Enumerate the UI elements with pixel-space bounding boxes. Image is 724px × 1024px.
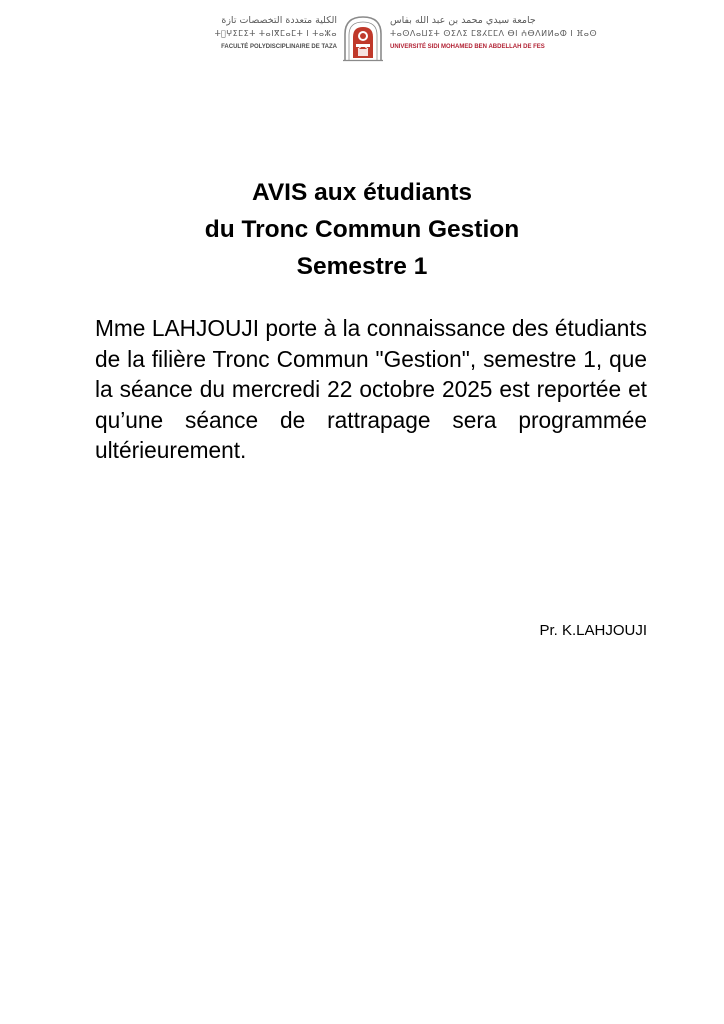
title-line-1: AVIS aux étudiants — [251, 179, 473, 206]
title-line-3: Semestre 1 — [296, 253, 428, 280]
university-emblem-icon — [341, 14, 385, 62]
university-name-tifinagh: ⵜⴰⵙⴷⴰⵡⵉⵜ ⵙⵉⴷⵉ ⵎⵓⵃⵎⵎⴷ ⴱⵏ ⵄⴱⴷⵍⵍⴰⵀ ⵏ ⴼⴰⵙ — [390, 29, 598, 38]
faculty-name-arabic: الكلية متعددة التخصصات تازة — [221, 15, 337, 26]
title-line-2: du Tronc Commun Gestion — [204, 216, 520, 243]
faculty-name-french: FACULTÉ POLYDISCIPLINAIRE DE TAZA — [221, 44, 337, 50]
faculty-name-block — [171, 14, 337, 62]
faculty-name-tifinagh: ⵜ⵿ⵖⵉⵎⵉⵜ ⵜⴰⵏⴳⵎⴰⵎⵜ ⵏ ⵜⴰⵣⴰ — [214, 29, 337, 38]
university-name-arabic: جامعة سيدي محمد بن عبد الله بفاس — [390, 15, 536, 26]
letterhead — [171, 14, 598, 62]
university-name-block — [390, 14, 598, 62]
university-name-french: UNIVERSITÉ SIDI MOHAMED BEN ABDELLAH DE FES — [390, 44, 545, 50]
signature: Pr. K.LAHJOUJI — [539, 622, 647, 639]
notice-title — [0, 174, 724, 285]
notice-body: Mme LAHJOUJI porte à la connaissance des étudiants de la filière Tronc Commun "Gestion", semestre 1, que la séance du mercredi 22 octobre 2025 est reportée et qu’une séance de rattrapage sera programmée ultérieurement. — [95, 315, 647, 463]
